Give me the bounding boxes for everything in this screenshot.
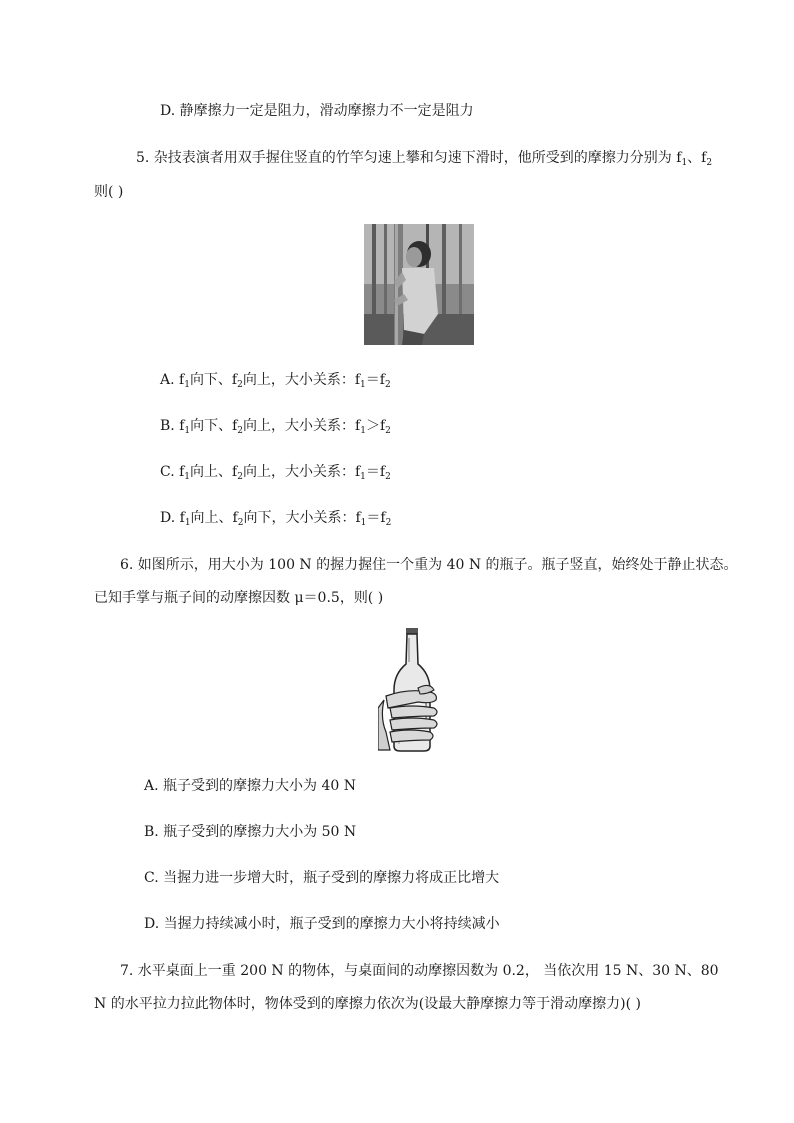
q4-option-d: D. 静摩擦力一定是阻力，滑动摩擦力不一定是阻力 — [160, 103, 474, 119]
q6-stem-line2: 已知手掌与瓶子间的动摩擦因数 μ＝0.5，则( ) — [94, 590, 384, 606]
q6-option-a: A. 瓶子受到的摩擦力大小为 40 N — [144, 778, 356, 794]
q6-bottle-hand-illustration — [378, 628, 450, 753]
q6-option-c: C. 当握力进一步增大时，瓶子受到的摩擦力将成正比增大 — [144, 870, 500, 886]
q7-stem-line1: 7. 水平桌面上一重 200 N 的物体，与桌面间的动摩擦因数为 0.2， 当依次用 15 N、30 N、80 — [120, 963, 719, 979]
q5-option-d: D. $f_1$向上、$f_2$向下，大小关系：$f_1=f_2$ — [160, 510, 392, 528]
q5-stem-line2: 则( ) — [94, 184, 124, 200]
q5-photo-climber — [364, 224, 474, 345]
q6-stem-line1: 6. 如图所示，用大小为 100 N 的握力握住一个重为 40 N 的瓶子。瓶子竖直，始终处于静止状态。 — [120, 557, 738, 573]
q6-option-b: B. 瓶子受到的摩擦力大小为 50 N — [144, 824, 357, 840]
q6-option-d: D. 当握力持续减小时，瓶子受到的摩擦力大小将持续减小 — [144, 916, 500, 932]
q5-option-c: C. $f_1$向上、$f_2$向上，大小关系：$f_1=f_2$ — [160, 464, 391, 482]
q7-stem-line2: N 的水平拉力拉此物体时，物体受到的摩擦力依次为(设最大静摩擦力等于滑动摩擦力)( ) — [94, 996, 641, 1012]
q5-option-b: B. $f_1$向下、$f_2$向上，大小关系：$f_1>f_2$ — [160, 418, 391, 436]
q5-option-a: A. $f_1$向下、$f_2$向上，大小关系：$f_1=f_2$ — [160, 372, 391, 390]
q5-stem-line1: 5. 杂技表演者用双手握住竖直的竹竿匀速上攀和匀速下滑时，他所受到的摩擦力分别为 $f_1$、$f_2$ — [136, 150, 713, 168]
